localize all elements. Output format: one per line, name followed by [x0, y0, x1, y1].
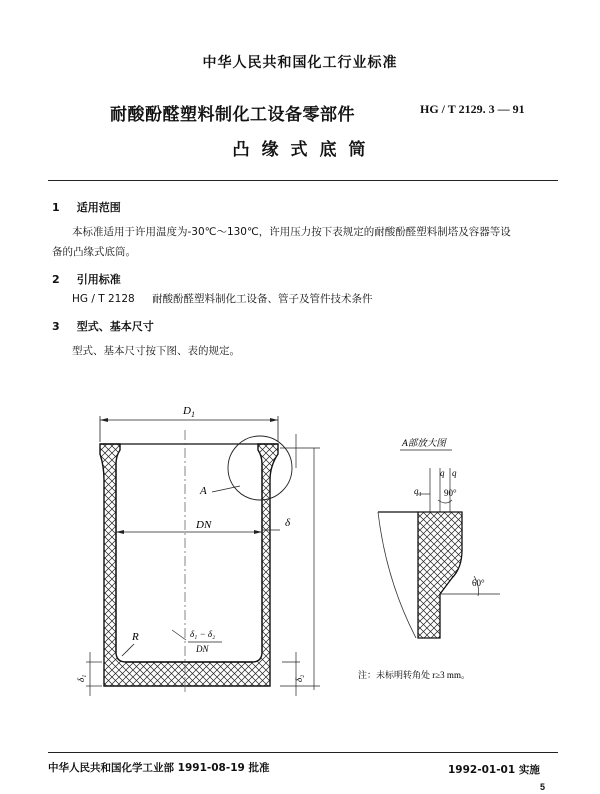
header-rule [48, 180, 558, 181]
section-2-heading [52, 268, 121, 287]
main-section-drawing [100, 444, 278, 686]
section-1-text-cont: 备的凸缘式底筒。 [52, 246, 136, 258]
footer-rule [48, 752, 558, 753]
dimension-right [280, 434, 320, 696]
label-dn: DN [196, 519, 212, 531]
reference-title: 耐酸酚醛塑料制化工设备、管子及管件技术条件 [152, 293, 373, 305]
label-delta1: δ₁ [76, 674, 86, 682]
effective-date: 1992-01-01 实施 [448, 764, 540, 776]
label-delta2: δ₂ [294, 674, 304, 682]
dimension-d1 [100, 405, 278, 442]
bottom-cylinder-figure [0, 390, 600, 710]
document-subtitle: 凸缘式底筒 [232, 140, 378, 160]
svg-text:D1 [182, 405, 195, 419]
section-3-text: 型式、基本尺寸按下图、表的规定。 [72, 345, 240, 357]
detail-note: 注：未标明转角处 r≥3 mm。 [358, 670, 470, 680]
label-a: A [200, 485, 207, 497]
section-1-text: 本标准适用于许用温度为-30℃～130℃，许用压力按下表规定的耐酸酚醛塑料制塔及容器等设 [72, 226, 511, 238]
detail-title: A部放大图 [402, 439, 446, 449]
slope-fraction [172, 629, 222, 654]
section-title: 适用范围 [76, 201, 121, 214]
label-frac-num: δ₁ − δ₂ [190, 629, 216, 639]
angle-90: 90° [444, 488, 457, 498]
detail-view [358, 438, 500, 680]
reference-code: HG / T 2128 [72, 293, 135, 305]
section-number: 3 [52, 320, 60, 333]
angle-60: 60° [472, 578, 485, 588]
label-frac-den: DN [196, 644, 209, 654]
standard-code: HG / T 2129. 3 — 91 [420, 102, 525, 116]
dimension-delta1 [76, 652, 102, 696]
organization-heading: 中华人民共和国化工行业标准 [202, 55, 398, 71]
label-r: R [132, 631, 139, 643]
label-d1-sub: 1 [190, 410, 195, 419]
section-title: 引用标准 [76, 273, 121, 286]
detail-wall-section [418, 512, 462, 638]
section-title: 型式、基本尺寸 [76, 320, 154, 333]
radius-callout [122, 631, 139, 656]
section-3-heading [52, 315, 154, 334]
reference-entry [72, 289, 373, 310]
label-d1: D [183, 405, 191, 417]
section-number: 2 [52, 273, 60, 286]
approval-info: 中华人民共和国化学工业部 1991-08-19 批准 [48, 762, 270, 774]
document-title: 耐酸酚醛塑料制化工设备零部件 [110, 105, 355, 125]
label-delta: δ [285, 517, 291, 529]
dimension-dn [116, 430, 262, 695]
section-number: 1 [52, 201, 60, 214]
section-1-heading [52, 196, 121, 215]
page-number: 5 [540, 782, 546, 792]
detail-q-left: q [440, 468, 445, 478]
detail-q-right: q [452, 468, 457, 478]
cylinder-wall-section [100, 444, 278, 686]
detail-q1: q₁ [414, 486, 422, 496]
